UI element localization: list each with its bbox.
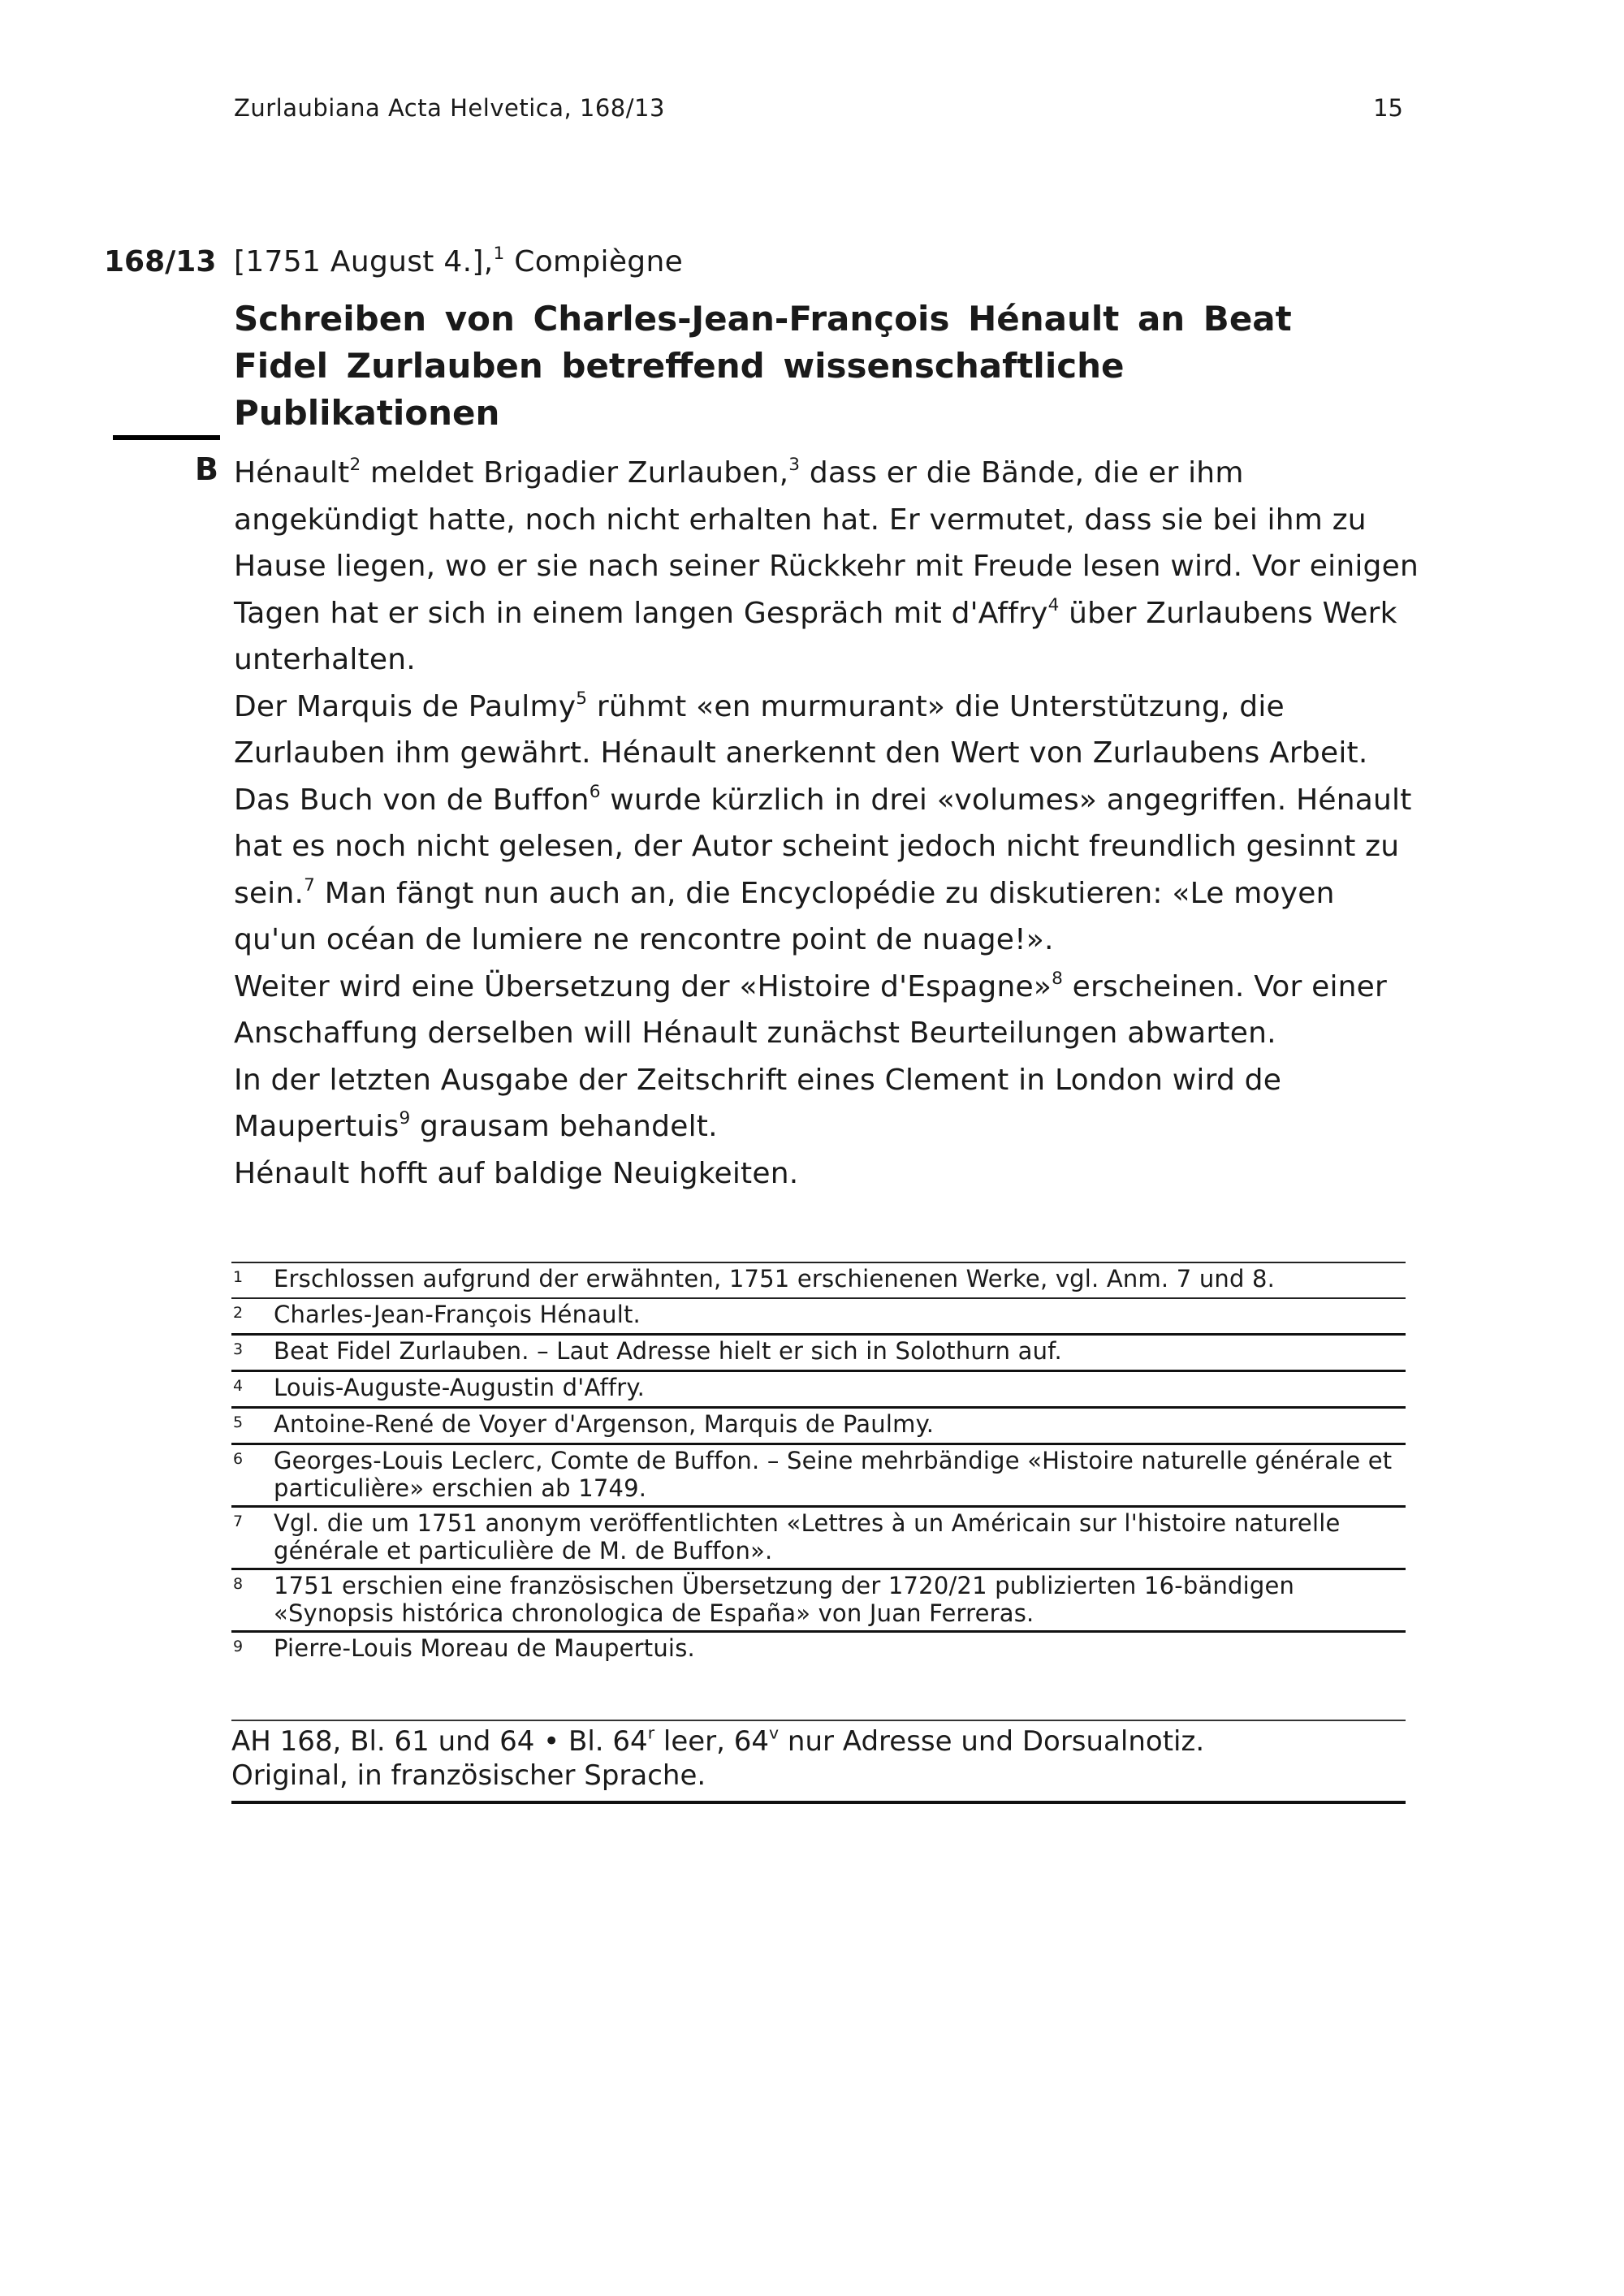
footnote	[231, 1568, 1406, 1630]
footnote	[231, 1443, 1406, 1505]
page-number: 15	[1373, 94, 1403, 122]
footnote-ref[interactable]: 7	[304, 874, 316, 896]
paragraph	[234, 684, 1419, 964]
text: nur Adresse und Dorsualnotiz.	[779, 1725, 1205, 1758]
footnote-ref[interactable]: 3	[788, 454, 801, 475]
footnote	[231, 1262, 1406, 1297]
footnote-text: Louis-Auguste-Augustin d'Affry.	[274, 1374, 646, 1401]
text: Hénault	[234, 456, 350, 490]
text: erscheinen. Vor einer Anschaffung derselben will Hénault zunächst Beurteilungen abwarten.	[234, 969, 1388, 1050]
footnote-number: 3	[233, 1340, 244, 1358]
footnote-ref[interactable]: 8	[1052, 968, 1064, 989]
verso-mark: v	[769, 1723, 780, 1743]
text: In der letzten Ausgabe der Zeitschrift eines Clement in London wird de Maupertuis	[234, 1063, 1282, 1143]
footnote-text: Antoine-René de Voyer d'Argenson, Marquis de Paulmy.	[274, 1410, 935, 1438]
text: Man fängt nun auch an, die Encyclopédie zu diskutieren: «Le moyen qu'un océan de lumiere ne rencontre point de nuage!».	[234, 876, 1335, 956]
footnote-text: Georges-Louis Leclerc, Comte de Buffon. – Seine mehrbändige «Histoire naturelle générale et particulière» erschien ab 1749.	[274, 1447, 1393, 1502]
summary-body	[234, 450, 1419, 1197]
page-header	[234, 94, 1403, 127]
footnotes	[231, 1262, 1406, 1667]
footnote-number: 7	[233, 1513, 244, 1530]
footnote	[231, 1333, 1406, 1370]
footnote-ref[interactable]: 4	[1047, 594, 1060, 615]
footnote	[231, 1297, 1406, 1333]
text: rühmt «en murmurant» die Unterstützung, die Zurlauben ihm gewährt. Hénault anerkennt den Wert von Zurlaubens Arbeit. Das Buch von de Buffon	[234, 689, 1368, 817]
footnote-text: Charles-Jean-François Hénault.	[274, 1301, 641, 1328]
footnote-ref[interactable]: 1	[493, 243, 505, 264]
text: AH 168, Bl. 61 und 64 • Bl. 64	[231, 1725, 648, 1758]
footnote	[231, 1406, 1406, 1443]
text: Weiter wird eine Übersetzung der «Histoire d'Espagne»	[234, 969, 1052, 1003]
footnote-ref[interactable]: 2	[349, 454, 361, 475]
footnote	[231, 1370, 1406, 1406]
text: meldet Brigadier Zurlauben,	[361, 456, 789, 490]
footnote-text: 1751 erschien eine französischen Übersetzung der 1720/21 publizierten 16-bändigen «Synopsis histórica chronologica de España» von Juan Ferreras.	[274, 1572, 1295, 1627]
text: Der Marquis de Paulmy	[234, 689, 577, 723]
section-divider	[113, 435, 220, 440]
provenance-note	[231, 1720, 1406, 1804]
section-letter: B	[195, 451, 218, 487]
footnote-number: 1	[233, 1268, 244, 1286]
provenance-line	[231, 1724, 1406, 1759]
document-date: [1751 August 4.],	[234, 245, 494, 278]
recto-mark: r	[647, 1723, 655, 1743]
footnote-text: Beat Fidel Zurlauben. – Laut Adresse hielt er sich in Solothurn auf.	[274, 1337, 1062, 1365]
document-place: Compiègne	[514, 245, 684, 278]
paragraph	[234, 1057, 1419, 1150]
footnote-number: 2	[233, 1304, 244, 1322]
footnote-text: Pierre-Louis Moreau de Maupertuis.	[274, 1634, 695, 1662]
dateline	[234, 245, 683, 278]
document-number: 168/13	[104, 245, 217, 278]
footnote-number: 6	[233, 1450, 244, 1468]
text: über Zurlaubens Werk unterhalten.	[234, 596, 1397, 676]
footnote-number: 4	[233, 1377, 244, 1395]
footnote-number: 5	[233, 1413, 244, 1431]
text: leer, 64	[654, 1725, 770, 1758]
footnote-text: Erschlossen aufgrund der erwähnten, 1751 erschienenen Werke, vgl. Anm. 7 und 8.	[274, 1265, 1276, 1293]
footnote-ref[interactable]: 6	[589, 781, 601, 802]
footnote-ref[interactable]: 9	[399, 1107, 411, 1129]
paragraph: Hénault hofft auf baldige Neuigkeiten.	[234, 1156, 799, 1190]
footnote-number: 8	[233, 1575, 244, 1593]
text: grausam behandelt.	[410, 1110, 718, 1143]
text: wurde kürzlich in drei «volumes» angegriffen. Hénault hat es noch nicht gelesen, der Autor scheint jedoch nicht freundlich gesinnt zu sein.	[234, 783, 1412, 910]
running-title: Zurlaubiana Acta Helvetica, 168/13	[234, 94, 665, 122]
footnote-text: Vgl. die um 1751 anonym veröffentlichten «Lettres à un Américain sur l'histoire naturelle générale et particulière de M. de Buffon».	[274, 1509, 1341, 1564]
provenance-line: Original, in französischer Sprache.	[231, 1759, 706, 1792]
text: dass er die Bände, die er ihm angekündigt hatte, noch nicht erhalten hat. Er vermutet, dass sie bei ihm zu Hause liegen, wo er sie nach seiner Rückkehr mit Freude lesen wird. Vor einigen Tagen hat er sich in einem langen Gespräch mit d'Affry	[234, 456, 1419, 630]
footnote	[231, 1505, 1406, 1568]
paragraph	[234, 450, 1419, 684]
footnote	[231, 1630, 1406, 1667]
paragraph	[234, 964, 1419, 1057]
footnote-number: 9	[233, 1638, 244, 1655]
footnote-ref[interactable]: 5	[576, 688, 588, 709]
document-title: Schreiben von Charles-Jean-François Hénault an Beat Fidel Zurlauben betreffend wissenschaftliche Publikationen	[234, 299, 1292, 433]
